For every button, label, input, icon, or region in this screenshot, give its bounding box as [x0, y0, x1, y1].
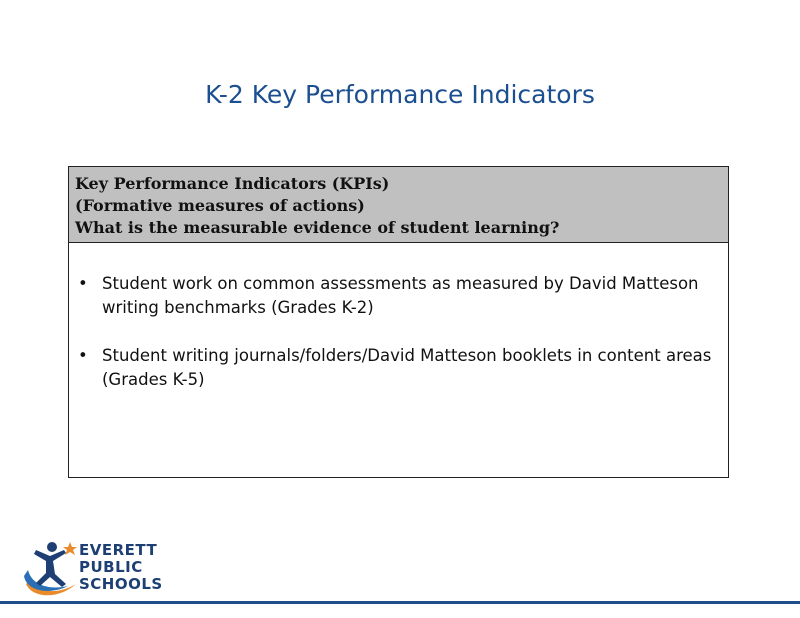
logo-wordmark — [79, 542, 163, 593]
kpi-header-line-1: Key Performance Indicators (KPIs) — [75, 174, 390, 193]
logo-line-schools: SCHOOLS — [79, 575, 163, 593]
logo-line-everett: EVERETT — [79, 541, 158, 559]
bullet-icon: • — [78, 274, 88, 293]
slide-title: K-2 Key Performance Indicators — [205, 80, 595, 109]
logo-line-public: PUBLIC — [79, 558, 143, 576]
kpi-table-header — [69, 167, 728, 243]
kpi-bullet-item — [75, 344, 712, 392]
runner-swoosh-icon — [22, 540, 80, 602]
kpi-header-line-2: (Formative measures of actions) — [75, 196, 365, 215]
bottom-divider — [0, 601, 800, 604]
kpi-table — [68, 166, 729, 478]
kpi-bullet-text: Student writing journals/folders/David Matteson booklets in content areas (Grades K-5) — [102, 346, 712, 389]
kpi-table-body — [69, 243, 728, 392]
kpi-bullet-item — [75, 272, 712, 320]
kpi-header-line-3: What is the measurable evidence of student learning? — [75, 218, 560, 237]
kpi-bullet-text: Student work on common assessments as measured by David Matteson writing benchmarks (Grades K-2) — [102, 274, 699, 317]
bullet-icon: • — [78, 346, 88, 365]
everett-public-schools-logo — [22, 540, 172, 602]
